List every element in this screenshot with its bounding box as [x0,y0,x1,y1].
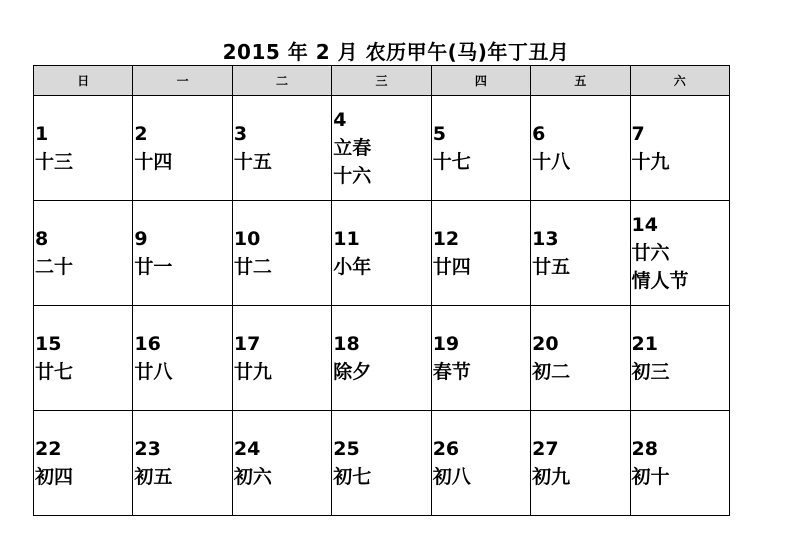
holiday-label: 十六 [333,165,372,187]
day-cell [431,201,530,306]
day-cell [232,96,331,201]
lunar-date: 初五 [134,466,173,488]
lunar-date: 廿四 [432,256,471,278]
day-number: 6 [532,123,546,145]
weekday-header: 四 [431,66,530,96]
lunar-date: 廿六 [631,242,670,264]
lunar-date: 十四 [134,151,173,173]
lunar-date: 廿七 [35,361,74,383]
day-number: 9 [134,228,148,250]
calendar-title: 2015 年 2 月 农历甲午(马)年丁丑月 [222,40,570,64]
day-cell [232,201,331,306]
holiday-label: 情人节 [631,270,689,292]
day-number: 7 [631,123,645,145]
day-number: 15 [35,333,62,355]
day-number: 26 [432,438,460,460]
lunar-date: 廿八 [134,361,173,383]
day-cell [531,306,630,411]
lunar-date: 初六 [233,466,272,488]
lunar-date: 初四 [35,466,74,488]
day-number: 23 [134,438,161,460]
day-cell [431,306,530,411]
day-cell [332,96,431,201]
day-cell [431,411,530,516]
week-row [34,96,730,201]
week-row [34,306,730,411]
day-cell [630,201,729,306]
lunar-date: 初十 [631,466,670,488]
lunar-date: 初三 [631,361,670,383]
day-cell [232,306,331,411]
day-number: 13 [532,228,559,250]
weekday-header: 六 [630,66,729,96]
day-cell [133,411,232,516]
day-number: 11 [333,228,360,250]
weekday-header: 二 [232,66,331,96]
day-number: 1 [35,123,49,145]
day-cell [431,96,530,201]
weekday-header-row [34,66,730,96]
day-cell [531,201,630,306]
calendar-grid [33,65,730,516]
day-cell [332,411,431,516]
day-cell [232,411,331,516]
day-number: 25 [333,438,360,460]
week-row [34,411,730,516]
day-number: 14 [631,214,658,236]
day-number: 22 [35,438,62,460]
day-number: 20 [532,333,559,355]
day-cell [34,306,133,411]
week-row [34,201,730,306]
day-cell [34,201,133,306]
day-cell [630,306,729,411]
lunar-date: 廿一 [134,256,173,278]
weekday-header: 五 [531,66,630,96]
day-number: 3 [233,123,248,145]
day-number: 2 [134,123,148,145]
lunar-date: 十九 [631,151,670,173]
lunar-date: 十八 [532,151,571,173]
day-cell [34,96,133,201]
lunar-date: 初二 [532,361,571,383]
lunar-date: 廿九 [233,361,272,383]
day-number: 28 [631,438,658,460]
lunar-date: 十七 [432,151,471,173]
weekday-header: 三 [332,66,431,96]
lunar-date: 春节 [432,361,471,383]
day-cell [630,96,729,201]
day-number: 12 [432,228,460,250]
day-number: 8 [35,228,49,250]
day-cell [133,306,232,411]
lunar-date: 除夕 [333,361,372,383]
day-number: 18 [333,333,360,355]
lunar-date: 十三 [35,151,74,173]
day-cell [34,411,133,516]
day-number: 4 [333,109,347,131]
day-number: 19 [432,333,460,355]
day-number: 10 [233,228,261,250]
day-cell [332,306,431,411]
day-number: 17 [233,333,261,355]
day-number: 24 [233,438,261,460]
weekday-header: 日 [34,66,133,96]
weekday-header: 一 [133,66,232,96]
lunar-date: 二十 [35,256,74,278]
lunar-date: 初八 [432,466,471,488]
lunar-date: 初七 [333,466,372,488]
lunar-date: 初九 [532,466,571,488]
day-number: 16 [134,333,161,355]
lunar-date: 十五 [233,151,272,173]
day-cell [531,96,630,201]
day-number: 21 [631,333,658,355]
lunar-date: 廿二 [233,256,272,278]
lunar-date: 廿五 [532,256,571,278]
day-cell [630,411,729,516]
day-cell [332,201,431,306]
day-cell [531,411,630,516]
day-number: 27 [532,438,559,460]
day-number: 5 [432,123,446,145]
day-cell [133,201,232,306]
day-cell [133,96,232,201]
lunar-date: 小年 [333,256,372,278]
lunar-date: 立春 [333,137,372,159]
